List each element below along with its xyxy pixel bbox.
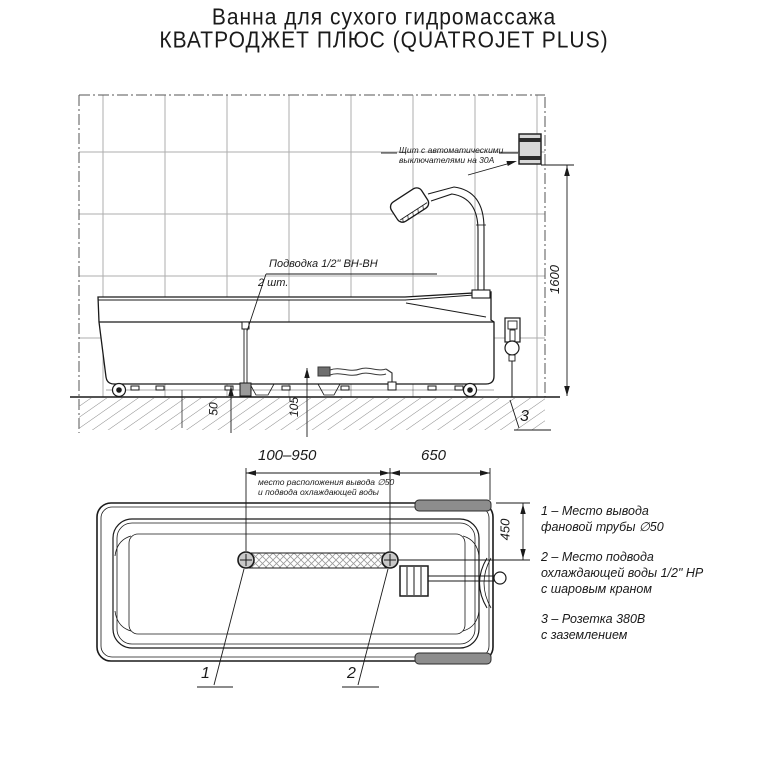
callout-1-label: 1	[201, 665, 210, 682]
legend-item-1-line2: фановой трубы ∅50	[541, 520, 664, 534]
dim-100-950-label: 100–950	[258, 447, 317, 464]
drawing-title-line2: КВАТРОДЖЕТ ПЛЮС (QUATROJET PLUS)	[159, 28, 609, 53]
breaker-panel-box	[519, 134, 541, 164]
legend-item-2-line2: охлаждающей воды 1/2" НР	[541, 566, 704, 580]
panel-note-line2: выключателями на 30А	[399, 155, 495, 165]
dim-1600-label: 1600	[546, 265, 562, 294]
socket-380v	[505, 318, 520, 397]
dim-105-label: 105	[287, 396, 302, 418]
legend-item-2-line3: с шаровым краном	[541, 582, 652, 596]
legend-item-3-line1: 3 – Розетка 380В	[541, 612, 646, 626]
zone-note-line2: и подвода охлаждающей воды	[258, 487, 379, 497]
legend-item-2-line1: 2 – Место подвода	[541, 550, 654, 564]
callout-2-label: 2	[347, 665, 356, 682]
zone-note-line1: место расположения вывода ∅50	[258, 477, 395, 487]
service-strip	[238, 552, 398, 568]
bathtub-plan-view	[97, 500, 493, 664]
supply-note-line2: 2 шт.	[258, 277, 289, 289]
zone-note	[258, 477, 394, 497]
legend-item-3	[541, 611, 761, 643]
legend-item-1-line1: 1 – Место вывода	[541, 504, 649, 518]
drawing-title-line1: Ванна для сухого гидромассажа	[211, 5, 557, 30]
legend-item-1	[541, 503, 761, 535]
dim-650-label: 650	[421, 447, 447, 464]
panel-note-line1: Щит с автоматическими	[399, 145, 504, 155]
legend-item-2	[541, 549, 761, 597]
supply-note-line1: Подводка 1/2" ВН-ВН	[269, 258, 378, 270]
callout-3-label: 3	[520, 408, 529, 425]
dim-450-label: 450	[497, 518, 513, 541]
legend-item-3-line2: с заземлением	[541, 628, 628, 642]
dim-50-label: 50	[206, 402, 221, 416]
bathtub-side-view	[98, 292, 494, 397]
legend-block	[541, 503, 761, 657]
panel-note	[399, 145, 503, 165]
floor-hatch	[70, 397, 560, 430]
